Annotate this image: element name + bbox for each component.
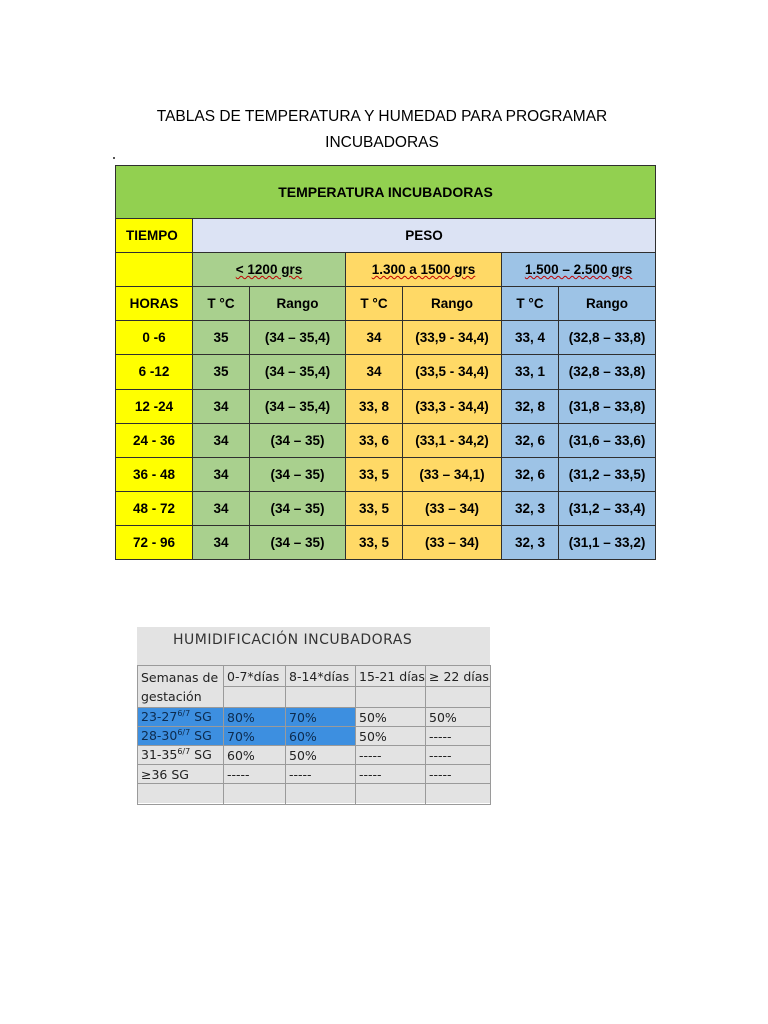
rango-cell: (31,2 – 33,4) <box>559 491 656 525</box>
tc-cell: 33, 5 <box>346 457 403 491</box>
humidity-cell: 70% <box>224 727 286 746</box>
rango-header-3: Rango <box>559 287 656 321</box>
table-row <box>116 321 656 355</box>
horas-cell: 36 - 48 <box>116 457 193 491</box>
table-row <box>138 727 491 746</box>
tc-cell: 32, 3 <box>502 491 559 525</box>
tc-cell: 34 <box>193 423 250 457</box>
humidity-cell: ----- <box>224 765 286 784</box>
tc-header-2: T °C <box>346 287 403 321</box>
tc-cell: 34 <box>193 457 250 491</box>
stray-mark <box>113 157 115 159</box>
humidity-cell: 80% <box>224 708 286 727</box>
rango-cell: (31,1 – 33,2) <box>559 525 656 559</box>
tc-cell: 33, 1 <box>502 355 559 389</box>
table-row <box>116 457 656 491</box>
table-row <box>116 491 656 525</box>
tc-header-3: T °C <box>502 287 559 321</box>
temperature-table <box>115 165 656 560</box>
rango-cell: (34 – 35) <box>250 525 346 559</box>
tc-cell: 33, 8 <box>346 389 403 423</box>
weight-group-1 <box>193 253 346 287</box>
rango-cell: (33,5 - 34,4) <box>403 355 502 389</box>
tc-cell: 32, 6 <box>502 423 559 457</box>
humidity-cell: 50% <box>356 727 426 746</box>
tc-header-1: T °C <box>193 287 250 321</box>
rango-cell: (33,1 - 34,2) <box>403 423 502 457</box>
rango-cell: (32,8 – 33,8) <box>559 355 656 389</box>
weight-group-1-label: < 1200 grs <box>235 262 303 278</box>
sg-suffix: SG <box>190 747 212 763</box>
blank-cell <box>426 687 491 708</box>
blank-cell <box>138 784 224 805</box>
rango-cell: (31,8 – 33,8) <box>559 389 656 423</box>
header-22: ≥ 22 días <box>426 666 491 687</box>
humidity-table-image <box>137 627 490 803</box>
weight-group-3 <box>502 253 656 287</box>
humidity-cell: ----- <box>426 765 491 784</box>
humidity-cell: ----- <box>286 765 356 784</box>
tc-cell: 34 <box>346 355 403 389</box>
rango-cell: (33,9 - 34,4) <box>403 321 502 355</box>
table-row-empty <box>138 784 491 805</box>
table-row <box>138 765 491 784</box>
horas-cell: 6 -12 <box>116 355 193 389</box>
horas-cell: 72 - 96 <box>116 525 193 559</box>
humidity-cell: 60% <box>224 746 286 765</box>
blank-cell <box>356 784 426 805</box>
tc-cell: 33, 6 <box>346 423 403 457</box>
sg-sup: 6/7 <box>177 747 191 757</box>
weight-group-2 <box>346 253 502 287</box>
humidity-cell: ----- <box>356 746 426 765</box>
rango-cell: (34 – 35,4) <box>250 321 346 355</box>
humidity-header-row <box>138 666 491 687</box>
sg-suffix: SG <box>190 728 212 744</box>
horas-header: HORAS <box>116 287 193 321</box>
humidity-cell: 50% <box>426 708 491 727</box>
rango-cell: (33 – 34,1) <box>403 457 502 491</box>
rango-cell: (31,6 – 33,6) <box>559 423 656 457</box>
blank-yellow-cell <box>116 253 193 287</box>
sg-base: 31-35 <box>141 747 178 763</box>
tc-cell: 33, 4 <box>502 321 559 355</box>
rango-cell: (33,3 - 34,4) <box>403 389 502 423</box>
semanas-header <box>138 666 224 708</box>
humidity-cell: ----- <box>426 746 491 765</box>
blank-cell <box>286 687 356 708</box>
horas-cell: 24 - 36 <box>116 423 193 457</box>
table-row <box>116 525 656 559</box>
tc-cell: 33, 5 <box>346 491 403 525</box>
rango-cell: (34 – 35,4) <box>250 389 346 423</box>
rango-cell: (33 – 34) <box>403 525 502 559</box>
rango-header-1: Rango <box>250 287 346 321</box>
tc-cell: 33, 5 <box>346 525 403 559</box>
humidity-cell: 60% <box>286 727 356 746</box>
tc-cell: 32, 3 <box>502 525 559 559</box>
sg-cell <box>138 746 224 765</box>
rango-cell: (34 – 35) <box>250 491 346 525</box>
temperature-table-title: TEMPERATURA INCUBADORAS <box>116 166 656 219</box>
tc-cell: 34 <box>346 321 403 355</box>
sg-suffix: SG <box>190 709 212 725</box>
rango-cell: (31,2 – 33,5) <box>559 457 656 491</box>
tc-cell: 35 <box>193 321 250 355</box>
weight-group-3-label: 1.500 – 2.500 grs <box>524 262 633 278</box>
header-8-14: 8-14*días <box>286 666 356 687</box>
rango-cell: (34 – 35) <box>250 457 346 491</box>
table-row <box>138 746 491 765</box>
blank-cell <box>426 784 491 805</box>
horas-cell: 12 -24 <box>116 389 193 423</box>
header-15-21: 15-21 días <box>356 666 426 687</box>
horas-cell: 48 - 72 <box>116 491 193 525</box>
tc-cell: 35 <box>193 355 250 389</box>
tiempo-header: TIEMPO <box>116 219 193 253</box>
tc-cell: 32, 6 <box>502 457 559 491</box>
semanas-header-line1: Semanas de <box>141 669 219 685</box>
humidity-cell: 70% <box>286 708 356 727</box>
header-0-7: 0-7*días <box>224 666 286 687</box>
humidity-cell: 50% <box>356 708 426 727</box>
sg-cell <box>138 765 224 784</box>
sg-base: 28-30 <box>141 728 178 744</box>
blank-cell <box>224 687 286 708</box>
sg-base: ≥36 SG <box>141 766 189 782</box>
table-row <box>138 708 491 727</box>
blank-cell <box>286 784 356 805</box>
table-row <box>116 355 656 389</box>
rango-cell: (34 – 35,4) <box>250 355 346 389</box>
blank-cell <box>224 784 286 805</box>
semanas-header-line2: gestación <box>141 688 202 704</box>
horas-cell: 0 -6 <box>116 321 193 355</box>
sg-base: 23-27 <box>141 709 178 725</box>
sg-sup: 6/7 <box>177 728 191 738</box>
humidity-table-title: HUMIDIFICACIÓN INCUBADORAS <box>173 632 413 648</box>
table-row <box>116 389 656 423</box>
humidity-cell: 50% <box>286 746 356 765</box>
humidity-cell: ----- <box>356 765 426 784</box>
weight-group-2-label: 1.300 a 1500 grs <box>371 262 476 278</box>
document-title <box>112 104 652 156</box>
sg-sup: 6/7 <box>177 709 191 719</box>
rango-cell: (33 – 34) <box>403 491 502 525</box>
sg-cell <box>138 727 224 746</box>
tc-cell: 34 <box>193 491 250 525</box>
humidity-cell: ----- <box>426 727 491 746</box>
rango-cell: (34 – 35) <box>250 423 346 457</box>
rango-header-2: Rango <box>403 287 502 321</box>
peso-header: PESO <box>193 219 656 253</box>
tc-cell: 34 <box>193 389 250 423</box>
tc-cell: 32, 8 <box>502 389 559 423</box>
title-line-1: TABLAS DE TEMPERATURA Y HUMEDAD PARA PROGRAMAR <box>156 108 608 125</box>
sg-cell <box>138 708 224 727</box>
humidity-table <box>137 665 491 805</box>
rango-cell: (32,8 – 33,8) <box>559 321 656 355</box>
title-line-2: INCUBADORAS <box>325 134 439 151</box>
table-row <box>116 423 656 457</box>
blank-cell <box>356 687 426 708</box>
tc-cell: 34 <box>193 525 250 559</box>
